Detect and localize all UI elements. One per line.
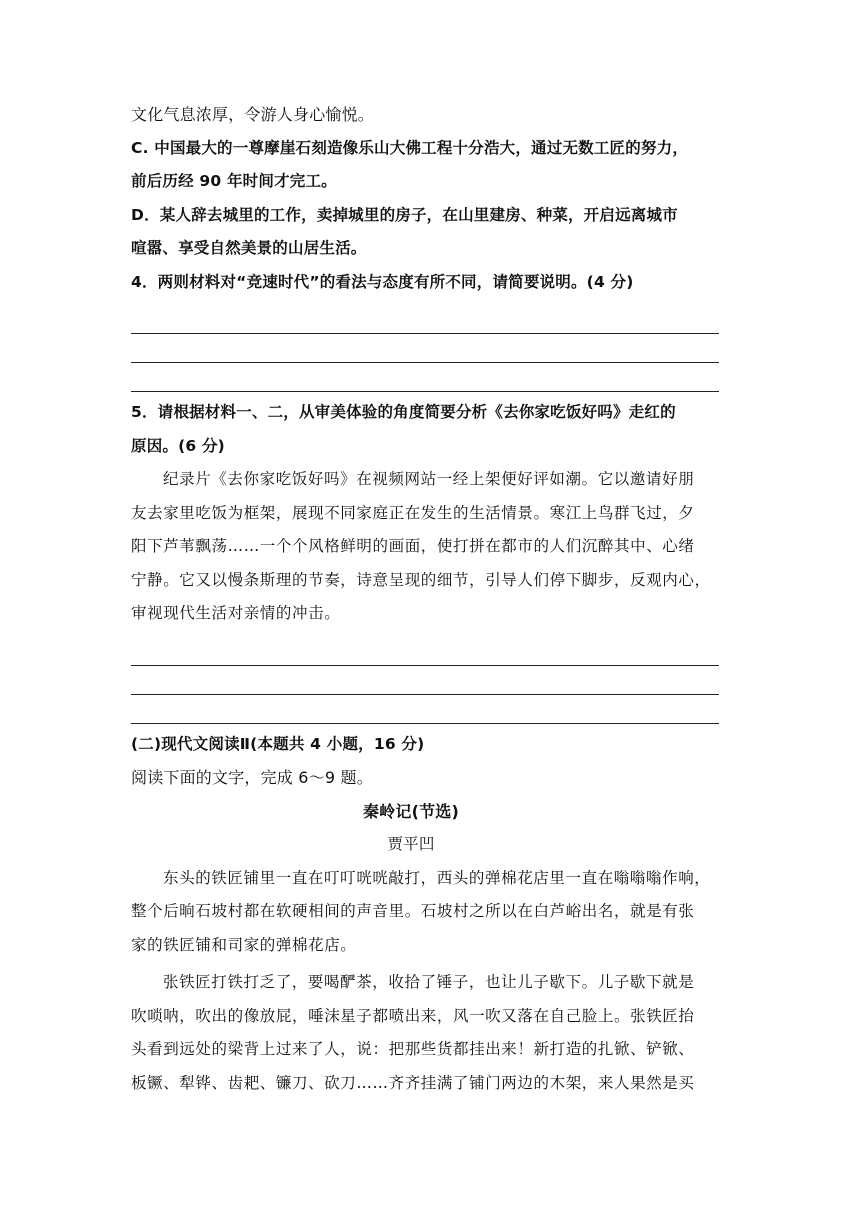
article-paragraph xyxy=(131,862,733,963)
question-5-line-1: 5．请根据材料一、二，从审美体验的角度简要分析《去你家吃饭好吗》走红的 xyxy=(131,403,676,421)
article-paragraph xyxy=(131,966,733,1100)
answer-line[interactable] xyxy=(131,695,719,724)
article-line: 整个后晌石坡村都在软硬相间的声音里。石坡村之所以在白芦峪出名，就是有张 xyxy=(131,902,695,920)
answer-text-line: 纪录片《去你家吃饭好吗》在视频网站一经上架便好评如潮。它以邀请好朋 xyxy=(163,470,695,488)
answer-text-line: 阳下芦苇飘荡……一个个风格鲜明的画面，使打拼在都市的人们沉醉其中、心绪 xyxy=(131,537,695,555)
section-2-heading: (二)现代文阅读Ⅱ(本题共 4 小题，16 分) xyxy=(131,734,425,753)
answer-text-line: 宁静。它又以慢条斯理的节奏，诗意呈现的细节，引导人们停下脚步，反观内心， xyxy=(131,570,711,589)
option-c-d-block xyxy=(131,98,733,266)
option-d-line-1: D．某人辞去城里的工作，卖掉城里的房子，在山里建房、种菜，开启远离城市 xyxy=(131,205,678,224)
answer-text-line: 友去家里吃饭为框架，展现不同家庭正在发生的生活情景。寒江上鸟群飞过，夕 xyxy=(131,503,695,522)
article-line: 头看到远处的梁背上过来了人，说：把那些货都挂出来！新打造的扎锨、铲锨、 xyxy=(131,1040,695,1058)
article-title: 秦岭记(节选) xyxy=(362,801,460,821)
answer-line[interactable] xyxy=(131,363,719,392)
question-5-reference-answer xyxy=(131,463,733,631)
section-2-instruction: 阅读下面的文字，完成 6～9 题。 xyxy=(131,768,373,787)
answer-line[interactable] xyxy=(131,637,719,666)
answer-line[interactable] xyxy=(131,666,719,695)
answer-lines-q5[interactable] xyxy=(131,631,733,728)
answer-text-line: 审视现代生活对亲情的冲击。 xyxy=(131,604,341,622)
article-line: 板镢、犁铧、齿耙、镰刀、砍刀……齐齐挂满了铺门两边的木架，来人果然是买 xyxy=(131,1073,695,1092)
document-page xyxy=(131,98,733,1100)
answer-line[interactable] xyxy=(131,305,719,334)
answer-lines-q4[interactable] xyxy=(131,299,733,396)
article-line: 张铁匠打铁打乏了，要喝酽茶，收拾了锤子，也让儿子歇下。儿子歇下就是 xyxy=(163,973,695,991)
question-4: 4．两则材料对“竞速时代”的看法与态度有所不同，请简要说明。(4 分) xyxy=(131,272,634,291)
option-c-line-1: C. 中国最大的一尊摩崖石刻造像乐山大佛工程十分浩大，通过无数工匠的努力， xyxy=(131,138,689,157)
option-d-line-2: 喧嚣、享受自然美景的山居生活。 xyxy=(131,239,367,257)
article-line: 吹唢呐，吹出的像放屁，唾沫星子都喷出来，风一吹又落在自己脸上。张铁匠抬 xyxy=(131,1006,695,1025)
article-line: 东头的铁匠铺里一直在叮叮咣咣敲打，西头的弹棉花店里一直在嗡嗡嗡作响， xyxy=(163,868,711,887)
question-5-line-2: 原因。(6 分) xyxy=(131,436,225,455)
article-line: 家的铁匠铺和司家的弹棉花店。 xyxy=(131,935,357,954)
answer-line[interactable] xyxy=(131,334,719,363)
text-line: 文化气息浓厚，令游人身心愉悦。 xyxy=(131,105,375,124)
option-c-line-2: 前后历经 90 年时间才完工。 xyxy=(131,172,337,190)
article-author: 贾平凹 xyxy=(387,835,435,853)
